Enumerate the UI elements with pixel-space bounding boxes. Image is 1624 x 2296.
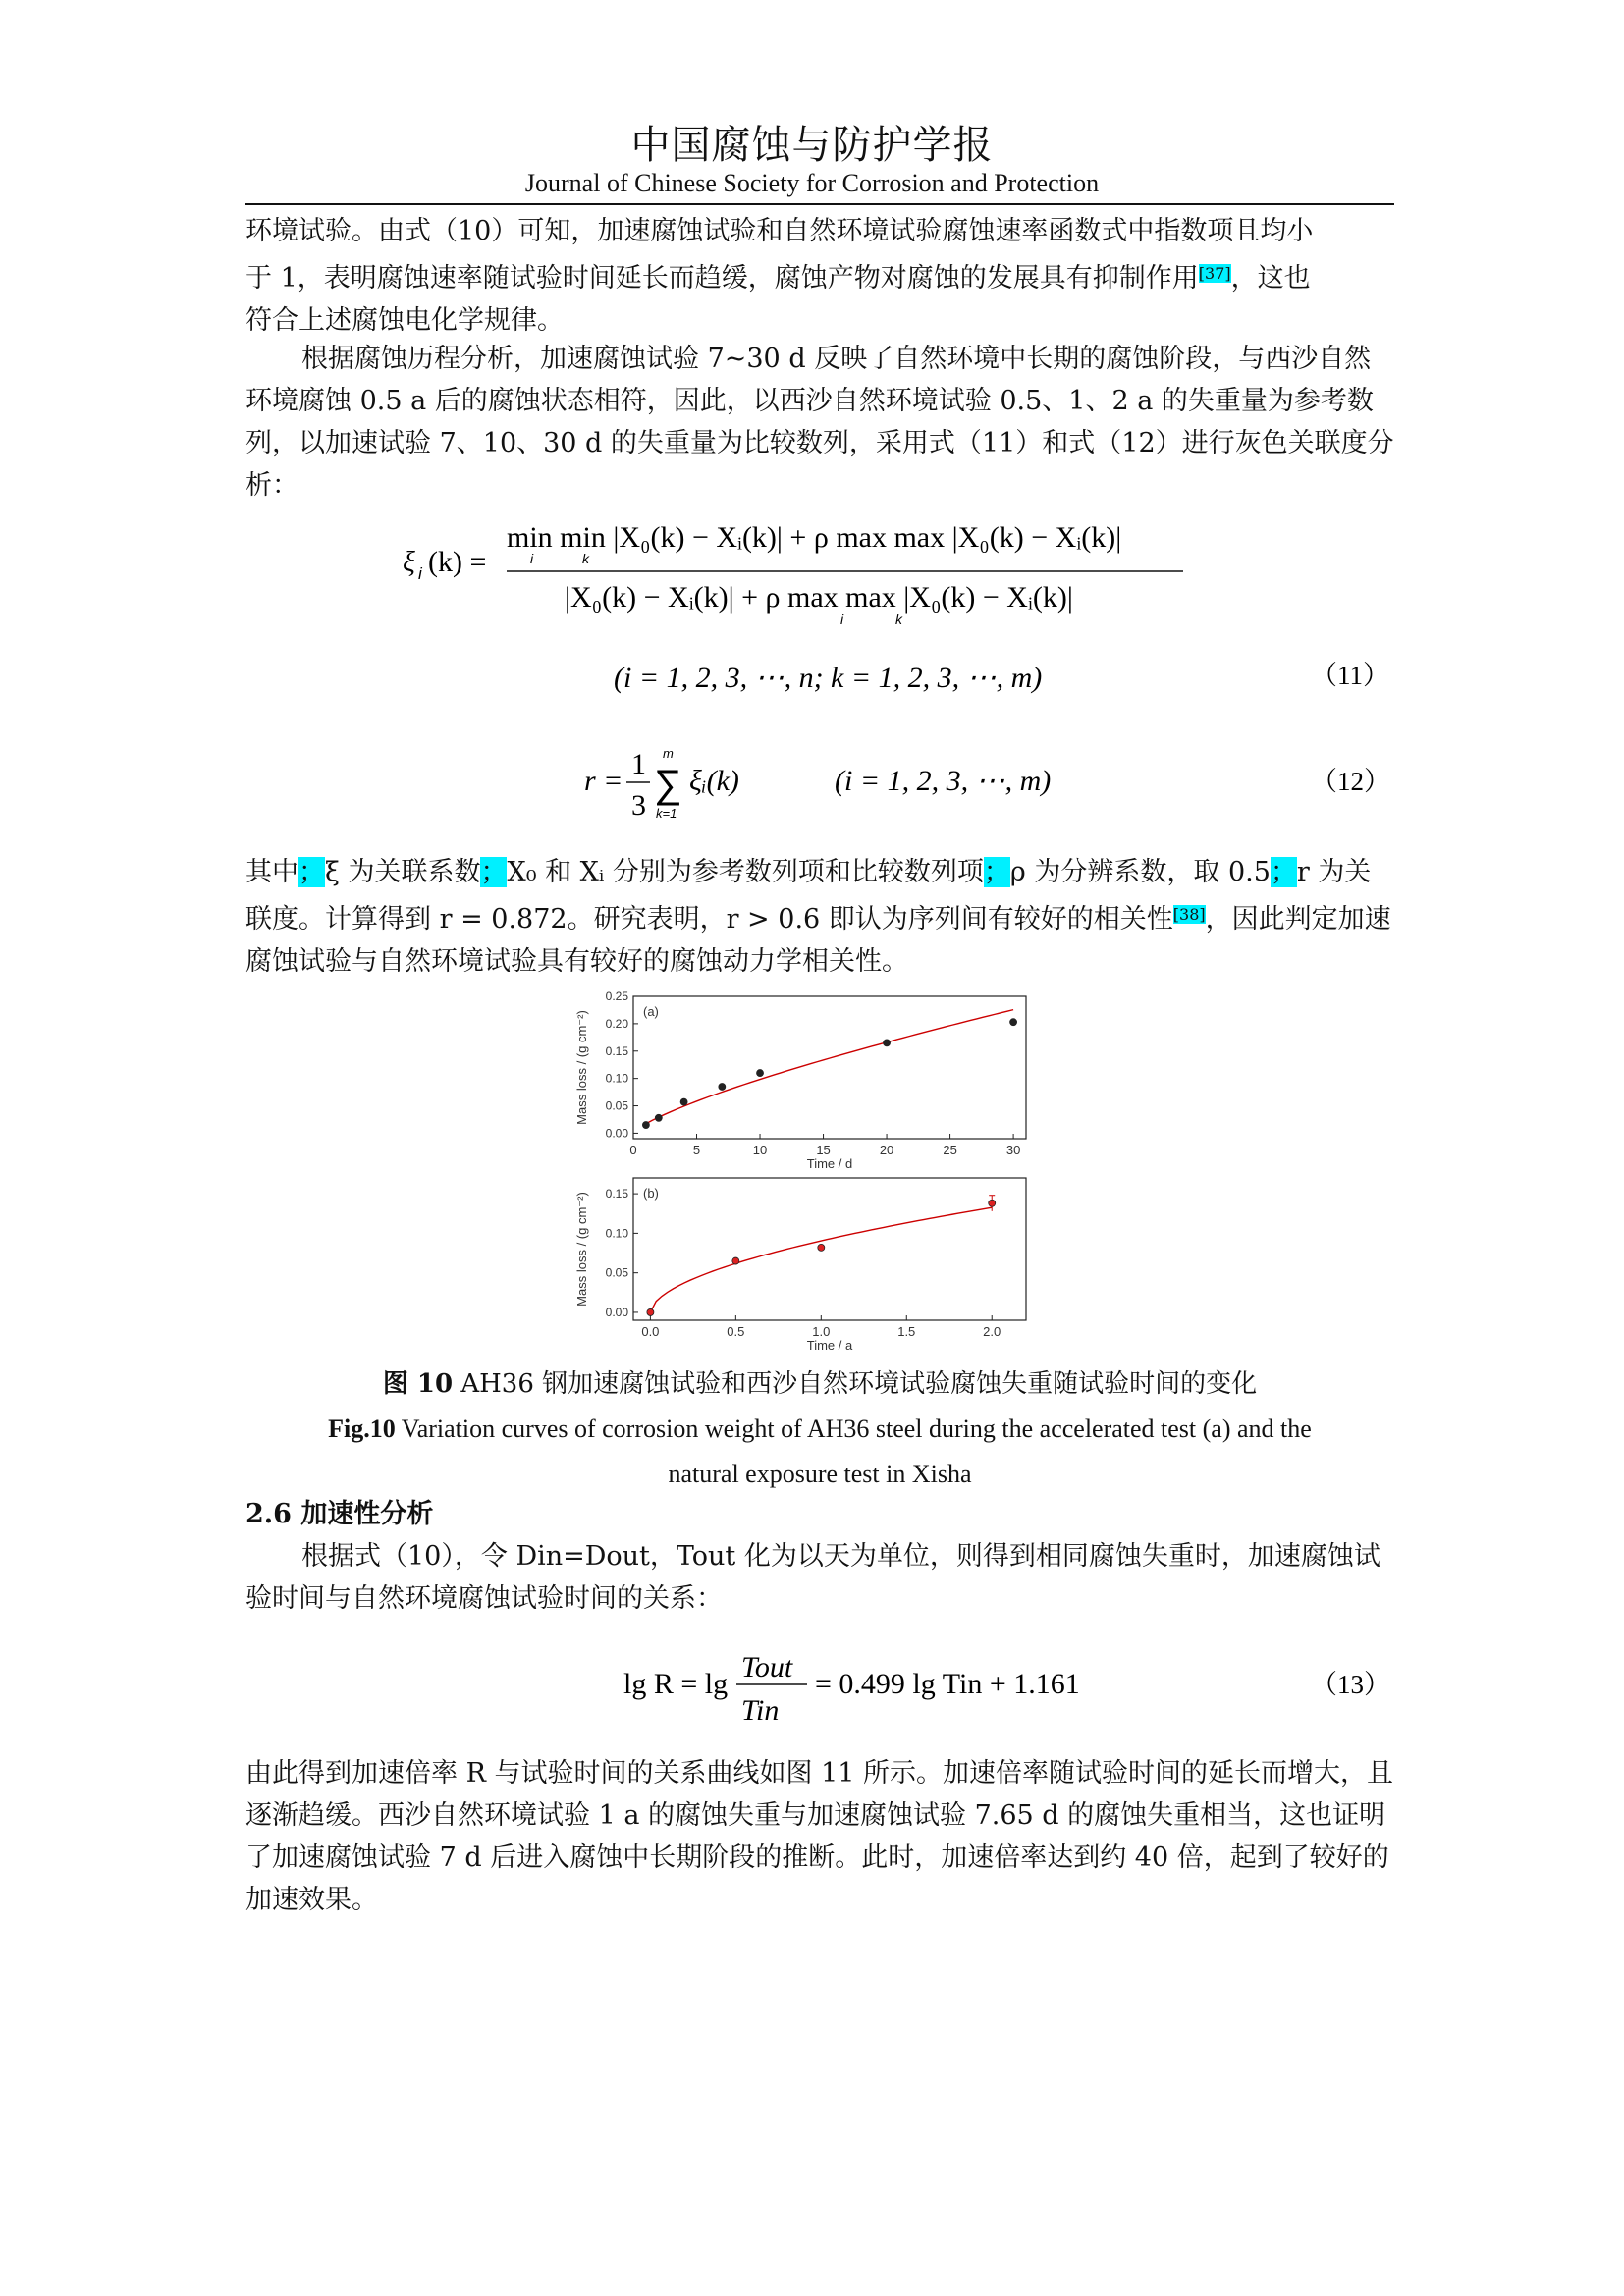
- panel-a-data-point: [719, 1084, 726, 1091]
- eq13-number: （13）: [1311, 1670, 1390, 1699]
- eq11-lhs-arg: (k) =: [428, 546, 487, 578]
- panel-b-y-tick-label: 0.15: [605, 1187, 628, 1201]
- panel-a-fit-curve: [646, 1010, 1013, 1124]
- panel-a-x-tick-label: 25: [943, 1143, 957, 1157]
- caption-en-text: Variation curves of corrosion weight of AH36 steel during the accelerated test (a) and the: [395, 1415, 1312, 1443]
- panel-a-y-tick-label: 0.15: [605, 1043, 628, 1058]
- para3-s10: ，因此判定加速腐蚀试验与自然环境试验具有较好的腐蚀动力学相关性。: [245, 904, 1391, 977]
- panel-a-data-point: [680, 1098, 687, 1105]
- eq11-number: （11）: [1311, 661, 1389, 690]
- panel-a-x-axis-label: Time / d: [806, 1156, 853, 1171]
- panel-a-y-tick-label: 0.05: [605, 1098, 628, 1113]
- panel-a-y-tick-label: 0.10: [605, 1071, 628, 1086]
- panel-b-x-tick-label: 0.0: [641, 1324, 660, 1339]
- para3-sep-2: ；: [480, 857, 508, 887]
- panel-b-data-point: [732, 1257, 739, 1264]
- paragraph-3: [245, 851, 1394, 983]
- citation-38[interactable]: [38]: [1172, 905, 1206, 924]
- eq11-condition: (i = 1, 2, 3, ⋯, n; k = 1, 2, 3, ⋯, m): [614, 662, 1043, 694]
- panel-a-y-tick-label: 0.00: [605, 1126, 628, 1141]
- para3-s1: 其中: [245, 857, 298, 887]
- eq13-den: Tin: [741, 1694, 780, 1727]
- eq11-sub-k-2: k: [895, 612, 902, 627]
- equation-13: [245, 1639, 1394, 1747]
- para1-line2a: 于 1，表明腐蚀速率随试验时间延长而趋缓，腐蚀产物对腐蚀的发展具有抑制作用: [245, 263, 1199, 294]
- panel-b-panel-label: (b): [643, 1186, 659, 1201]
- panel-b-x-axis-label: Time / a: [806, 1338, 853, 1353]
- section-heading: 2.6 加速性分析: [245, 1499, 434, 1529]
- panel-a-x-tick-label: 15: [816, 1143, 831, 1157]
- para1-line3: 符合上述腐蚀电化学规律。: [245, 305, 564, 336]
- panel-b-data-point: [989, 1200, 996, 1206]
- eq11-sub-k-1: k: [582, 551, 589, 566]
- eq12-sigma: ∑: [654, 763, 682, 806]
- paragraph-2: [245, 338, 1394, 507]
- chart-panel-b: [574, 1178, 1026, 1353]
- caption-en-label: Fig.10: [328, 1415, 396, 1443]
- eq12-body: ξᵢ(k): [689, 765, 739, 797]
- eq11-sub-i-1: i: [530, 551, 534, 566]
- journal-title-cn: 中国腐蚀与防护学报: [630, 123, 994, 168]
- eq12-lhs: r =: [584, 765, 623, 797]
- panel-a-x-tick-label: 10: [752, 1143, 768, 1157]
- para1-line1: 环境试验。由式（10）可知，加速腐蚀试验和自然环境试验腐蚀速率函数式中指数项且均小: [245, 216, 1314, 246]
- paragraph-5: [245, 1752, 1394, 1921]
- equation-12: [245, 741, 1394, 839]
- panel-a-data-point: [655, 1114, 662, 1121]
- panel-b-x-tick-label: 1.5: [897, 1324, 916, 1339]
- figure-10-caption: [245, 1362, 1394, 1496]
- para5-text: 由此得到加速倍率 R 与试验时间的关系曲线如图 11 所示。加速倍率随试验时间的延长而增大，且逐渐趋缓。西沙自然环境试验 1 a 的腐蚀失重与加速腐蚀试验 7.65 d 的腐蚀失重相当，这也证明了加速腐蚀试验 7 d 后进入腐蚀中长期阶段的推断。此时，加速倍率达到约 40 倍，起到了较好的加速效果。: [245, 1758, 1394, 1915]
- caption-cn-label: 图 10: [382, 1369, 454, 1399]
- eq11-lhs-sub: i: [418, 564, 422, 583]
- eq12-frac-num: 1: [631, 748, 646, 780]
- eq12-number: （12）: [1311, 767, 1390, 796]
- header-rule: [245, 203, 1394, 205]
- panel-b-y-tick-label: 0.05: [605, 1265, 628, 1280]
- panel-b-data-point: [818, 1244, 825, 1251]
- para1-line2b: ，这也: [1230, 263, 1311, 294]
- panel-b-y-tick-label: 0.10: [605, 1226, 628, 1241]
- eq12-sum-top: m: [663, 746, 674, 761]
- panel-a-data-point: [884, 1040, 891, 1046]
- panel-a-x-tick-label: 5: [692, 1143, 701, 1157]
- panel-b-x-tick-label: 0.5: [727, 1324, 745, 1339]
- eq13-rhs: = 0.499 lg Tin + 1.161: [815, 1668, 1080, 1700]
- panel-a-y-tick-label: 0.20: [605, 1016, 628, 1031]
- caption-cn-text: AH36 钢加速腐蚀试验和西沙自然环境试验腐蚀失重随试验时间的变化: [453, 1369, 1258, 1399]
- panel-a-y-tick-label: 0.25: [605, 989, 628, 1003]
- eq12-condition: (i = 1, 2, 3, ⋯, m): [835, 765, 1052, 797]
- para1-line2: [245, 252, 1394, 299]
- equation-11: [245, 512, 1394, 709]
- para3-sep-1: ；: [298, 857, 325, 887]
- panel-a-data-point: [757, 1070, 764, 1077]
- paragraph-1: [245, 210, 1394, 342]
- para3-sep-3: ；: [983, 857, 1010, 887]
- para4-text: 根据式（10），令 Din=Dout，Tout 化为以天为单位，则得到相同腐蚀失重时，加速腐蚀试验时间与自然环境腐蚀试验时间的关系：: [245, 1541, 1380, 1614]
- eq11-numerator: min min |X₀(k) − Xᵢ(k)| + ρ max max |X₀(k) − Xᵢ(k)|: [507, 521, 1122, 554]
- panel-a-plot-frame: [633, 996, 1026, 1139]
- panel-a-x-tick-label: 0: [629, 1143, 637, 1157]
- panel-b-y-tick-label: 0.00: [605, 1305, 628, 1319]
- para3-s3: ξ 为关联系数: [325, 857, 481, 887]
- panel-a-panel-label: (a): [643, 1004, 659, 1019]
- eq11-lhs: ξ: [403, 546, 415, 578]
- panel-a-data-point: [1010, 1019, 1017, 1026]
- panel-a-data-point: [642, 1122, 649, 1129]
- panel-b-y-axis-label: Mass loss / (g cm⁻²): [574, 1192, 589, 1307]
- journal-title-en: Journal of Chinese Society for Corrosion and Protection: [524, 169, 1100, 197]
- para3-s7: ρ 为分辨系数，取 0.5: [1009, 857, 1271, 887]
- panel-b-x-tick-label: 1.0: [812, 1324, 831, 1339]
- panel-a-y-axis-label: Mass loss / (g cm⁻²): [574, 1010, 589, 1125]
- citation-37[interactable]: [37]: [1198, 264, 1231, 283]
- caption-cn: [245, 1362, 1394, 1407]
- eq13-lhs: lg R = lg: [623, 1668, 729, 1700]
- panel-a-x-tick-label: 20: [879, 1143, 894, 1157]
- panel-a-x-tick-label: 30: [1005, 1143, 1021, 1157]
- eq11-denominator: |X₀(k) − Xᵢ(k)| + ρ max max |X₀(k) − Xᵢ(k)|: [565, 581, 1073, 614]
- para3-sep-4: ；: [1270, 857, 1297, 887]
- para2-text: 根据腐蚀历程分析，加速腐蚀试验 7~30 d 反映了自然环境中长期的腐蚀阶段，与西沙自然环境腐蚀 0.5 a 后的腐蚀状态相符，因此，以西沙自然环境试验 0.5、1、2 a 的失重量为参考数列，以加速试验 7、10、30 d 的失重量为比较数列，采用式（11）和式（12）进行灰色关联度分析：: [245, 344, 1394, 501]
- caption-en-line1: [245, 1407, 1394, 1452]
- panel-b-x-tick-label: 2.0: [983, 1324, 1001, 1339]
- panel-b-plot-frame: [633, 1178, 1026, 1320]
- figure-10: [565, 987, 1075, 1364]
- para3-s5: X₀ 和 Xᵢ 分别为参考数列项和比较数列项: [507, 857, 984, 887]
- panel-b-fit-curve: [650, 1207, 992, 1312]
- eq12-sum-bottom: k=1: [656, 806, 677, 821]
- panel-b-data-point: [647, 1308, 654, 1315]
- paragraph-4: [245, 1535, 1394, 1620]
- eq12-frac-den: 3: [631, 789, 646, 822]
- para3-s9: r 为关联度。计算得到 r = 0.872。研究表明，r > 0.6 即认为序列间有较好的相关性: [245, 857, 1372, 934]
- para3-text: [245, 851, 1394, 983]
- caption-en-line2: natural exposure test in Xisha: [668, 1460, 972, 1488]
- chart-panel-a: [574, 989, 1026, 1171]
- eq13-num: Tout: [741, 1651, 793, 1683]
- eq11-sub-i-2: i: [840, 612, 844, 627]
